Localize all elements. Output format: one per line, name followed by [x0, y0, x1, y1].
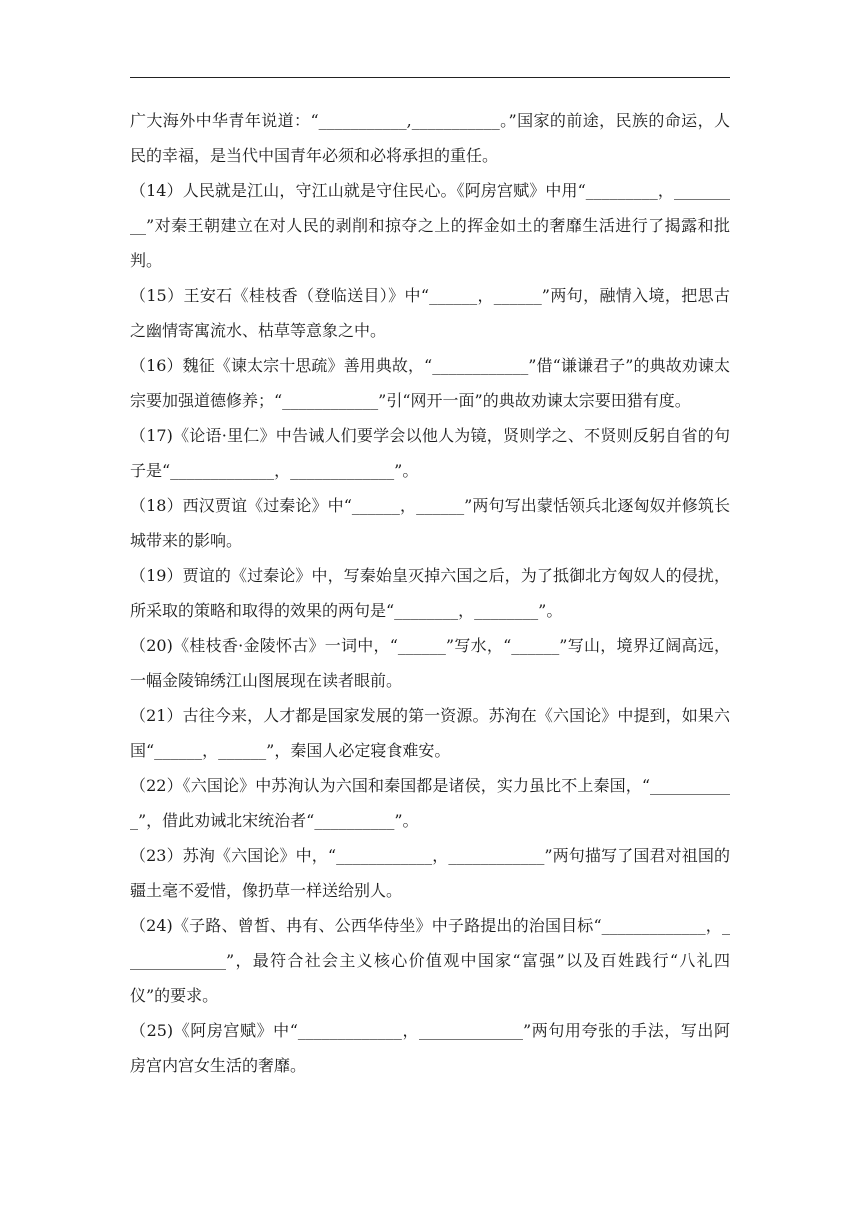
question-21: （21）古往今来，人才都是国家发展的第一资源。苏洵在《六国论》中提到，如果六国“______，______”，秦国人必定寝食难安。 — [130, 706, 730, 760]
question-15: （15）王安石《桂枝香（登临送目）》中“______，______”两句，融情入境，把思古之幽情寄寓流水、枯草等意象之中。 — [130, 286, 730, 340]
question-22: （22）《六国论》中苏洵认为六国和秦国都是诸侯，实力虽比不上秦国，“___________”，借此劝诫北宋统治者“__________”。 — [130, 776, 730, 830]
question-19: （19）贾谊的《过秦论》中，写秦始皇灭掉六国之后，为了抵御北方匈奴人的侵扰，所采取的策略和取得的效果的两句是“________，________”。 — [130, 566, 730, 620]
question-23: （23）苏洵《六国论》中，“____________，____________”两句描写了国君对祖国的疆土毫不爱惜，像扔草一样送给别人。 — [130, 846, 730, 900]
header-rule — [130, 77, 730, 78]
question-24: （24)《子路、曾皙、冉有、公西华侍坐》中子路提出的治国目标“_____________，_____________”，最符合社会主义核心价值观中国家“富强”以及百姓践行“八礼四仪”的要求。 — [130, 916, 730, 1005]
question-16: （16）魏征《谏太宗十思疏》善用典故，“____________”借“谦谦君子”的典故劝谏太宗要加强道德修养；“____________”引“网开一面”的典故劝谏太宗要田猎有度。 — [130, 356, 730, 410]
question-14: （14）人民就是江山，守江山就是守住民心。《阿房宫赋》中用“_________，_________”对秦王朝建立在对人民的剥削和掠夺之上的挥金如土的奢靡生活进行了揭露和批判。 — [130, 181, 730, 270]
question-20: （20)《桂枝香·金陵怀古》一词中，“______”写水，“______”写山，境界辽阔高远，一幅金陵锦绣江山图展现在读者眼前。 — [130, 636, 730, 690]
question-17: （17)《论语·里仁》中告诫人们要学会以他人为镜，贤则学之、不贤则反躬自省的句子是“_____________，_____________”。 — [130, 426, 730, 480]
question-list — [130, 103, 730, 1083]
paragraph-continuation: 广大海外中华青年说道：“___________,___________。”国家的前途，民族的命运，人民的幸福，是当代中国青年必须和必将承担的重任。 — [130, 111, 730, 165]
question-18: （18）西汉贾谊《过秦论》中“______，______”两句写出蒙恬领兵北逐匈奴并修筑长城带来的影响。 — [130, 496, 730, 550]
question-25: （25)《阿房宫赋》中“_____________，_____________”两句用夸张的手法，写出阿房宫内宫女生活的奢靡。 — [130, 1021, 730, 1075]
